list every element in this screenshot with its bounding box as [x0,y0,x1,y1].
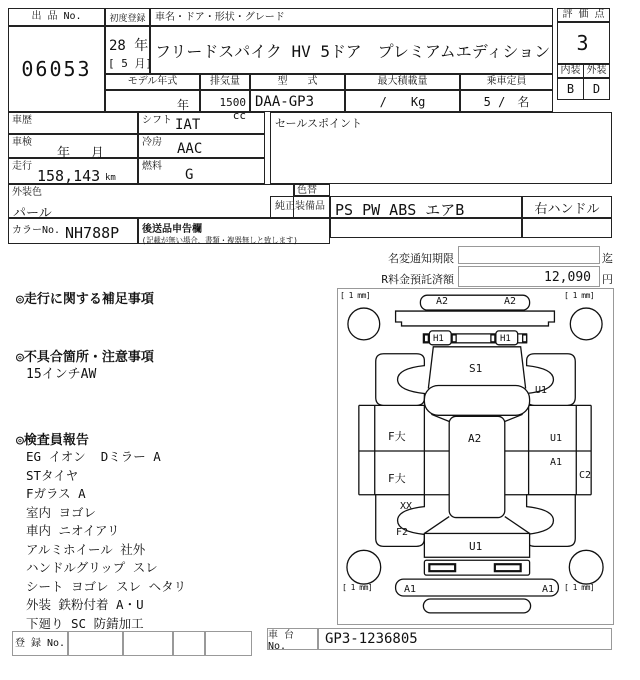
recycle-fee-label: R料金預託済額 [381,273,454,286]
handle-cell: 右ハンドル [522,196,612,218]
damage-diagram [337,288,614,625]
ac-value: AAC [177,141,203,157]
shift-value: IAT [175,117,201,133]
first-registration-header: 初度登録 [105,8,150,26]
damage-rear-fender-left-1: XX [400,501,413,512]
equipment-label: 純正装備品 [270,196,330,218]
tread-depth-rear-left: [ 1 mm] [342,583,373,592]
inspection-cell [8,134,138,161]
damage-roof: A2 [468,432,482,445]
tread-depth-rear-right: [ 1 mm] [564,583,595,592]
later-items-label: 後送品申告欄 [142,224,202,235]
report-line: 車内 ニオイアリ [26,523,120,538]
lot-no-header: 出 品 No. [8,8,105,26]
report-line: Fガラス A [26,486,86,501]
sales-point-label: セールスポイント [275,117,363,130]
report-line: EG イオン Dミラー A [26,449,161,464]
capacity-header: 乗車定員 [460,74,553,90]
recycle-fee-unit: 円 [602,273,613,286]
registration-no-cell-1 [68,631,123,656]
capacity-value: 5 / 名 [460,90,553,112]
damage-pillar-right: C2 [579,470,592,481]
damage-door-right-2: A1 [550,457,563,468]
displacement-value: 1500 cc [200,90,250,112]
later-items-note: (記載が無い場合、書類・複器無しと致します) [141,236,298,245]
tread-depth-front-right: [ 1 mm] [564,291,595,300]
exterior-color-label: 外装色 [12,187,42,198]
report-line: 室内 ヨゴレ [26,504,97,520]
color-no-label: カラーNo. [12,225,61,236]
lot-no-value: 06053 [8,26,105,112]
fuel-value: G [185,167,194,183]
equipment-empty-cell [330,218,522,238]
inspection-label: 車検 [12,137,32,148]
damage-door-left-1: F大 [388,430,406,443]
report-line: 下廻り SC 防錆加工 [26,615,144,631]
registration-no-cell-2 [123,631,173,656]
damage-headlight-left: H1 [433,334,444,344]
handle-empty-cell [522,218,612,238]
car-name-value: フリードスパイク HV 5ドア プレミアムエディション [150,26,553,74]
mileage-label: 走行 [12,161,32,172]
damage-rear-bumper-right: A1 [542,584,555,595]
ac-label: 冷房 [142,137,162,148]
registration-no-label: 登 録 No. [12,631,68,656]
payload-value: / Kg [345,90,460,112]
fuel-cell [138,158,265,184]
name-change-box [458,246,600,264]
registration-no-cell-3 [173,631,205,656]
damage-front-fender-right: U1 [535,385,548,396]
damage-hood: S1 [469,362,483,375]
report-line: ハンドルグリップ スレ [26,560,158,575]
color-no-cell [8,218,138,244]
damage-headlight-right: H1 [500,334,511,344]
shift-label: シフト [142,115,172,126]
mileage-unit: km [105,173,116,183]
first-registration-cell [105,26,153,74]
mileage-cell [8,158,138,184]
shift-cell [138,112,265,134]
exterior-grade: D [583,78,610,100]
interior-header: 内装 [557,64,584,78]
name-change-label: 名変通知期限 [388,252,454,265]
damage-rear-panel: U1 [469,540,483,553]
displacement-header: 排気量 [200,74,250,90]
defect-item: 15インチAW [26,367,97,382]
model-code-value: DAA-GP3 [250,90,345,112]
exterior-color-value: パール [13,206,52,221]
history-cell [8,112,138,134]
chassis-no-label: 車 台 No. [267,628,318,650]
damage-door-right-1: U1 [550,433,563,444]
mileage-value: 158,143 [37,167,101,185]
damage-rear-fender-left-2: F2 [396,527,409,538]
inspector-report-list [26,448,186,633]
car-outline-drawing [338,289,613,624]
report-line: アルミホイール 社外 [26,541,146,557]
color-no-value: NH788P [65,224,120,242]
sales-point-box [270,112,612,184]
first-registration-year: 28 年 [109,38,149,54]
mileage-notes-title: ◎走行に関する補足事項 [16,292,154,307]
chassis-no-value: GP3-1236805 [318,628,612,650]
report-line: STタイヤ [26,467,79,483]
score-header: 評 価 点 [557,8,610,22]
interior-grade: B [557,78,584,100]
report-line: 外装 鉄粉付着 A・U [26,597,144,612]
inspector-report-title: ◎検査員報告 [16,433,89,448]
damage-rear-bumper-left: A1 [404,584,417,595]
damage-door-left-2: F大 [388,472,406,485]
damage-front-bumper-left: A2 [436,296,449,307]
color-change-cell: 色替 [294,184,330,196]
recycle-fee-box: 12,090 [458,266,600,287]
inspection-value: 年 月 [57,146,104,161]
first-registration-month: [ 5 月] [108,57,153,70]
model-year-header: モデル年式 [105,74,200,90]
fuel-label: 燃料 [142,161,162,172]
ac-cell [138,134,265,158]
registration-no-cell-4 [205,631,252,656]
equipment-value: PS PW ABS エアB [330,196,522,218]
defects-title: ◎不具合箇所・注意事項 [16,350,154,365]
model-code-header: 型 式 [250,74,345,90]
score-value: 3 [557,22,610,64]
damage-front-bumper-right: A2 [504,296,517,307]
exterior-header: 外装 [583,64,610,78]
later-items-cell [138,218,330,244]
car-name-header: 車名・ドア・形状・グレード [150,8,553,26]
history-label: 車歴 [12,115,32,126]
payload-header: 最大積載量 [345,74,460,90]
model-year-value: 年 [105,90,200,112]
report-line: シート ヨゴレ スレ ヘタリ [26,578,187,594]
tread-depth-front-left: [ 1 mm] [340,291,371,300]
exterior-color-cell [8,184,294,221]
name-change-suffix: 迄 [602,252,613,265]
